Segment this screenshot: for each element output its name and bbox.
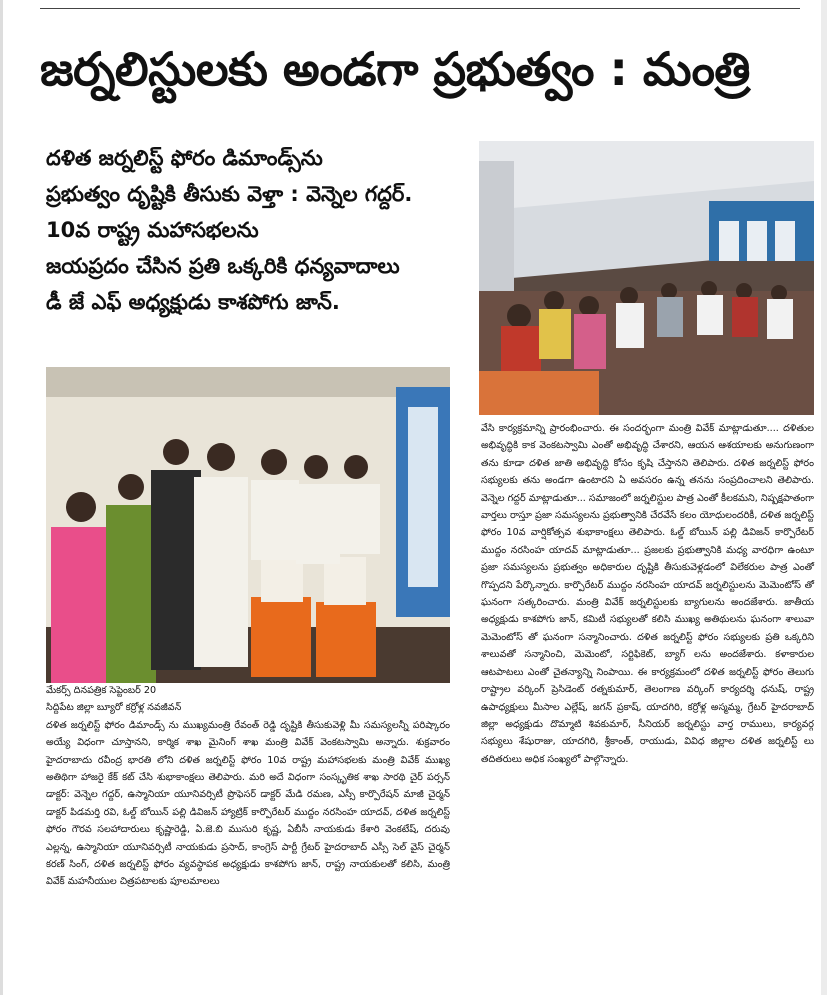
page-edge-left [0, 0, 3, 995]
hall-audience-image [479, 141, 814, 415]
dateline: మేకర్స్ దినపత్రిక సెప్టెంబర్ 20 [46, 685, 157, 696]
subhead-line: డీ జే ఎఫ్ అధ్యక్షుడు కాశపోగు జాన్. [46, 290, 340, 314]
stage-dignitaries-image [46, 367, 450, 683]
subhead-line: దళిత జర్నలిస్ట్ ఫోరం డిమాండ్స్‌ను [46, 146, 323, 170]
hall-audience-photo [479, 141, 814, 415]
article-left-column [46, 682, 450, 891]
subheadline [46, 140, 466, 320]
page-edge-right [821, 0, 827, 995]
headline: జర్నలిస్టులకు అండగా ప్రభుత్వం : మంత్రి [40, 42, 750, 96]
article-right-column [481, 420, 814, 768]
subhead-line: ప్రభుత్వం దృష్టికి తీసుకు వెళ్తా : వెన్నెల గద్దర్. [46, 182, 413, 206]
byline: సిద్దిపేట జిల్లా బ్యూరో కర్రోళ్ల నవజీవన్ [46, 702, 182, 714]
article-body-right: వేసి కార్యక్రమాన్ని ప్రారంభించారు. ఈ సందర్భంగా మంత్రి వివేక్ మాట్లాడుతూ.... దళితుల అభివృద్ధికి కాక వెంకటస్వామి ఎంతో అభివృద్ధి చేశారని, ఆయన ఆశయాలకు అనుగుణంగా తను కూడా దళిత జాతి అభివృద్ధి కోసం కృషి చేస్తానని తెలిపారు. దళిత జర్నలిస్ట్ ఫోరం సభ్యులకు తను అండగా ఉంటారని ఏ అవసరం ఉన్న తనను సంప్రదించాలని తెలిపారు. వెన్నెల గద్దర్ మాట్లాడుతూ... సమాజంలో జర్నలిస్టుల పాత్ర ఎంతో కీలకమని, నిష్పక్షపాతంగా వార్తలు రాస్తూ ప్రజా సమస్యలను ప్రభుత్వానికి చేరవేసే కలం యోధులందరికీ, దళిత జర్నలిస్ట్ ఫోరం 10వ వార్షికోత్సవ శుభాకాంక్షలు తెలిపారు. ఓల్డ్ బోయిన్ పల్లి డివిజన్ కార్పొరేటర్ ముద్దం నరసింహ యాదవ్ మాట్లాడుతూ... ప్రజలకు ప్రభుత్వానికి మధ్య వారధిగా ఉంటూ ప్రజా సమస్యలను ప్రభుత్వం అధికారుల దృష్టికి తీసుకువెళ్లడంలో విలేకరుల పాత్ర ఎంతో గొప్పదని పేర్కొన్నారు. కార్పొరేటర్ ముద్దం నరసింహ యాదవ్ జర్నలిస్టులను మెమెంటోస్ తో ఘనంగా సత్కరించారు. మంత్రి వివేక్ జర్నలిస్టులకు బ్యాగులను అందజేశారు. జాతీయ అధ్యక్షుడు కాశపోగు జాన్, కమిటీ సభ్యులతో కలిసి ముఖ్య అతిథులను ఘనంగా శాలువా మెమెంటోస్ తో ఘనంగా సన్మానించారు. దళిత జర్నలిస్ట్ ఫోరం సభ్యులకు ప్రతి ఒక్కరిని శాలువతో సన్మానించి, మెమెంటో, సర్టిఫికెట్, బ్యాగ్ లను అందజేశారు. కళాకారుల ఆటపాటలు ఎంతో చైతన్యాన్ని నింపాయి. ఈ కార్యక్రమంలో దళిత జర్నలిస్ట్ ఫోరం తెలుగు రాష్ట్రాల వర్కింగ్ ప్రెసిడెంట్ రత్నకుమార్, తెలంగాణ వర్కింగ్ కార్యదర్శి ధనుష్, రాష్ట్ర ఉపాధ్యక్షులు మీసాల ఎల్లేష్, జగన్ ప్రకాష్, యాదగిరి, కర్రోళ్ల అస్మమ్మ, గ్రేటర్ హైదరాబాద్ జిల్లా అధ్యక్షుడు దొమ్మాటి శివకుమార్, సీనియర్ జర్నలిస్టు వార్త రాములు, కార్యవర్గ సభ్యులు శేషురాజు, యాదగిరి, శ్రీకాంత్, రాయుడు, వివిధ జిల్లాల దళిత జర్నలిస్ట్ లు తదితరులు అధిక సంఖ్యలో పాల్గొన్నారు. [481, 423, 814, 765]
subhead-line: 10వ రాష్ట్ర మహాసభలను [46, 218, 259, 242]
article-body-left: దళిత జర్నలిస్ట్ ఫోరం డిమాండ్స్ ను ముఖ్యమంత్రి రేవంత్ రెడ్డి దృష్టికి తీసుకువెళ్లి మీ సమస్యలన్నీ పరిష్కారం అయ్యే విధంగా చూస్తానని, కార్మిక శాఖ మైనింగ్ శాఖ మంత్రి వివేక్ వెంకటస్వామి అన్నారు. శుక్రవారం హైదరాబాదు రవీంద్ర భారతి లోని దళిత జర్నలిస్ట్ ఫోరం 10వ రాష్ట్ర మహాసభలకు మంత్రి వివేక్ ముఖ్య అతిథిగా హాజరై కేక్ కట్ చేసి శుభాకాంక్షలు తెలిపారు. మరి అదే విధంగా సంస్కృతిక శాఖ సారథి చైర్ పర్సన్ డాక్టర్: వెన్నెల గద్దర్, ఉస్మానియా యూనివర్సిటీ ప్రొఫెసర్ డాక్టర్ మేడి రమణ, ఎస్సీ కార్పొరేషన్ మాజీ చైర్మన్ డాక్టర్ పిడమర్తి రవి, ఓల్డ్ బోయిన్ పల్లి డివిజన్ హ్యాట్రిక్ కార్పొరేటర్ ముద్దం నరసింహ యాదవ్, దళిత జర్నలిస్ట్ ఫోరం గౌరవ సలహాదారులు కృష్ణారెడ్డి, ఏ.జె.బి ముసురి కృష్ణ, ఏబీసీ నాయకుడు కేశారి వెంకటేష్, దరువు ఎల్లన్న, ఉస్మానియా యూనివర్సిటీ నాయకుడు ప్రసాద్, కాంగ్రెస్ పార్టీ గ్రేటర్ హైదరాబాద్ ఎస్సీ సెల్ వైస్ చైర్మన్ కరణ్ సింగ్, దళిత జర్నలిస్ట్ ఫోరం వ్యవస్థాపక అధ్యక్షుడు కాశపోగు జాన్, రాష్ట్ర నాయకులతో కలిసి, మంత్రి వివేక్ మహనీయుల చిత్రపటాలకు పూలమాలలు [46, 719, 450, 888]
subhead-line: జయప్రదం చేసిన ప్రతి ఒక్కరికి ధన్యవాదాలు [46, 254, 400, 278]
stage-dignitaries-photo [46, 367, 450, 683]
top-rule [40, 0, 800, 9]
